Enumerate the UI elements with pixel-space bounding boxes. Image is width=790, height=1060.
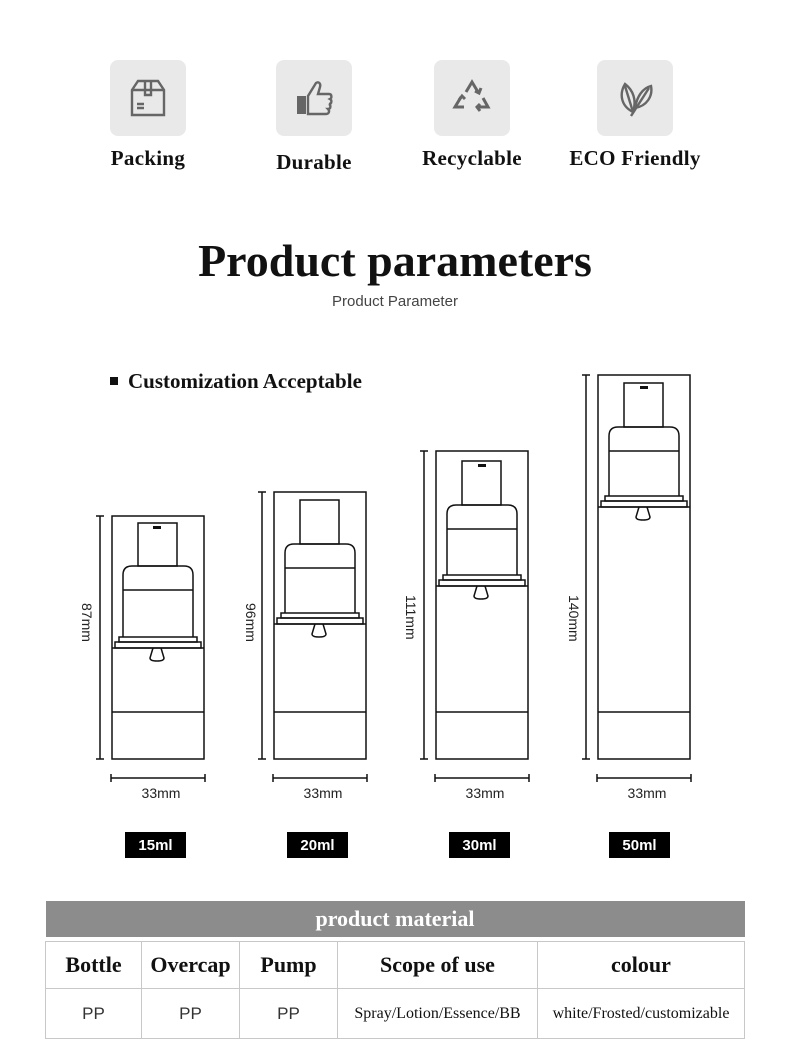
table-row xyxy=(46,989,745,1039)
width-label: 33mm xyxy=(303,785,343,800)
column-header: Scope of use xyxy=(338,942,538,989)
page-title: Product parameters xyxy=(198,235,592,286)
bottle-30ml xyxy=(420,451,529,782)
table-cell: Spray/Lotion/Essence/BB xyxy=(338,989,538,1039)
bottle-50ml xyxy=(582,375,691,782)
height-label: 96mm xyxy=(243,603,259,642)
bottle-20ml xyxy=(258,492,367,782)
column-header: Pump xyxy=(240,942,338,989)
column-header: Overcap xyxy=(142,942,240,989)
capacity-badge: 50ml xyxy=(609,832,670,858)
material-table-header: product material xyxy=(46,901,745,937)
height-label: 111mm xyxy=(403,595,419,640)
height-label: 140mm xyxy=(566,595,582,642)
width-label: 33mm xyxy=(141,785,181,800)
width-label: 33mm xyxy=(465,785,505,800)
table-row xyxy=(46,942,745,989)
feature-label: ECO Friendly xyxy=(569,146,701,170)
capacity-badge: 30ml xyxy=(449,832,510,858)
bottle-15ml xyxy=(96,516,205,782)
capacity-badge: 15ml xyxy=(125,832,186,858)
customization-label: Customization Acceptable xyxy=(128,369,362,393)
column-header: colour xyxy=(538,942,745,989)
material-table xyxy=(45,901,745,1039)
table-cell: PP xyxy=(46,989,142,1039)
feature-label: Packing xyxy=(110,146,186,170)
table-cell: PP xyxy=(142,989,240,1039)
width-label: 33mm xyxy=(627,785,667,800)
height-label: 87mm xyxy=(79,603,95,642)
page-subtitle: Product Parameter xyxy=(332,293,458,310)
column-header: Bottle xyxy=(46,942,142,989)
capacity-badge: 20ml xyxy=(287,832,348,858)
table-cell: PP xyxy=(240,989,338,1039)
feature-label: Recyclable xyxy=(422,146,522,170)
table-cell: white/Frosted/customizable xyxy=(538,989,745,1039)
feature-label: Durable xyxy=(276,150,352,174)
